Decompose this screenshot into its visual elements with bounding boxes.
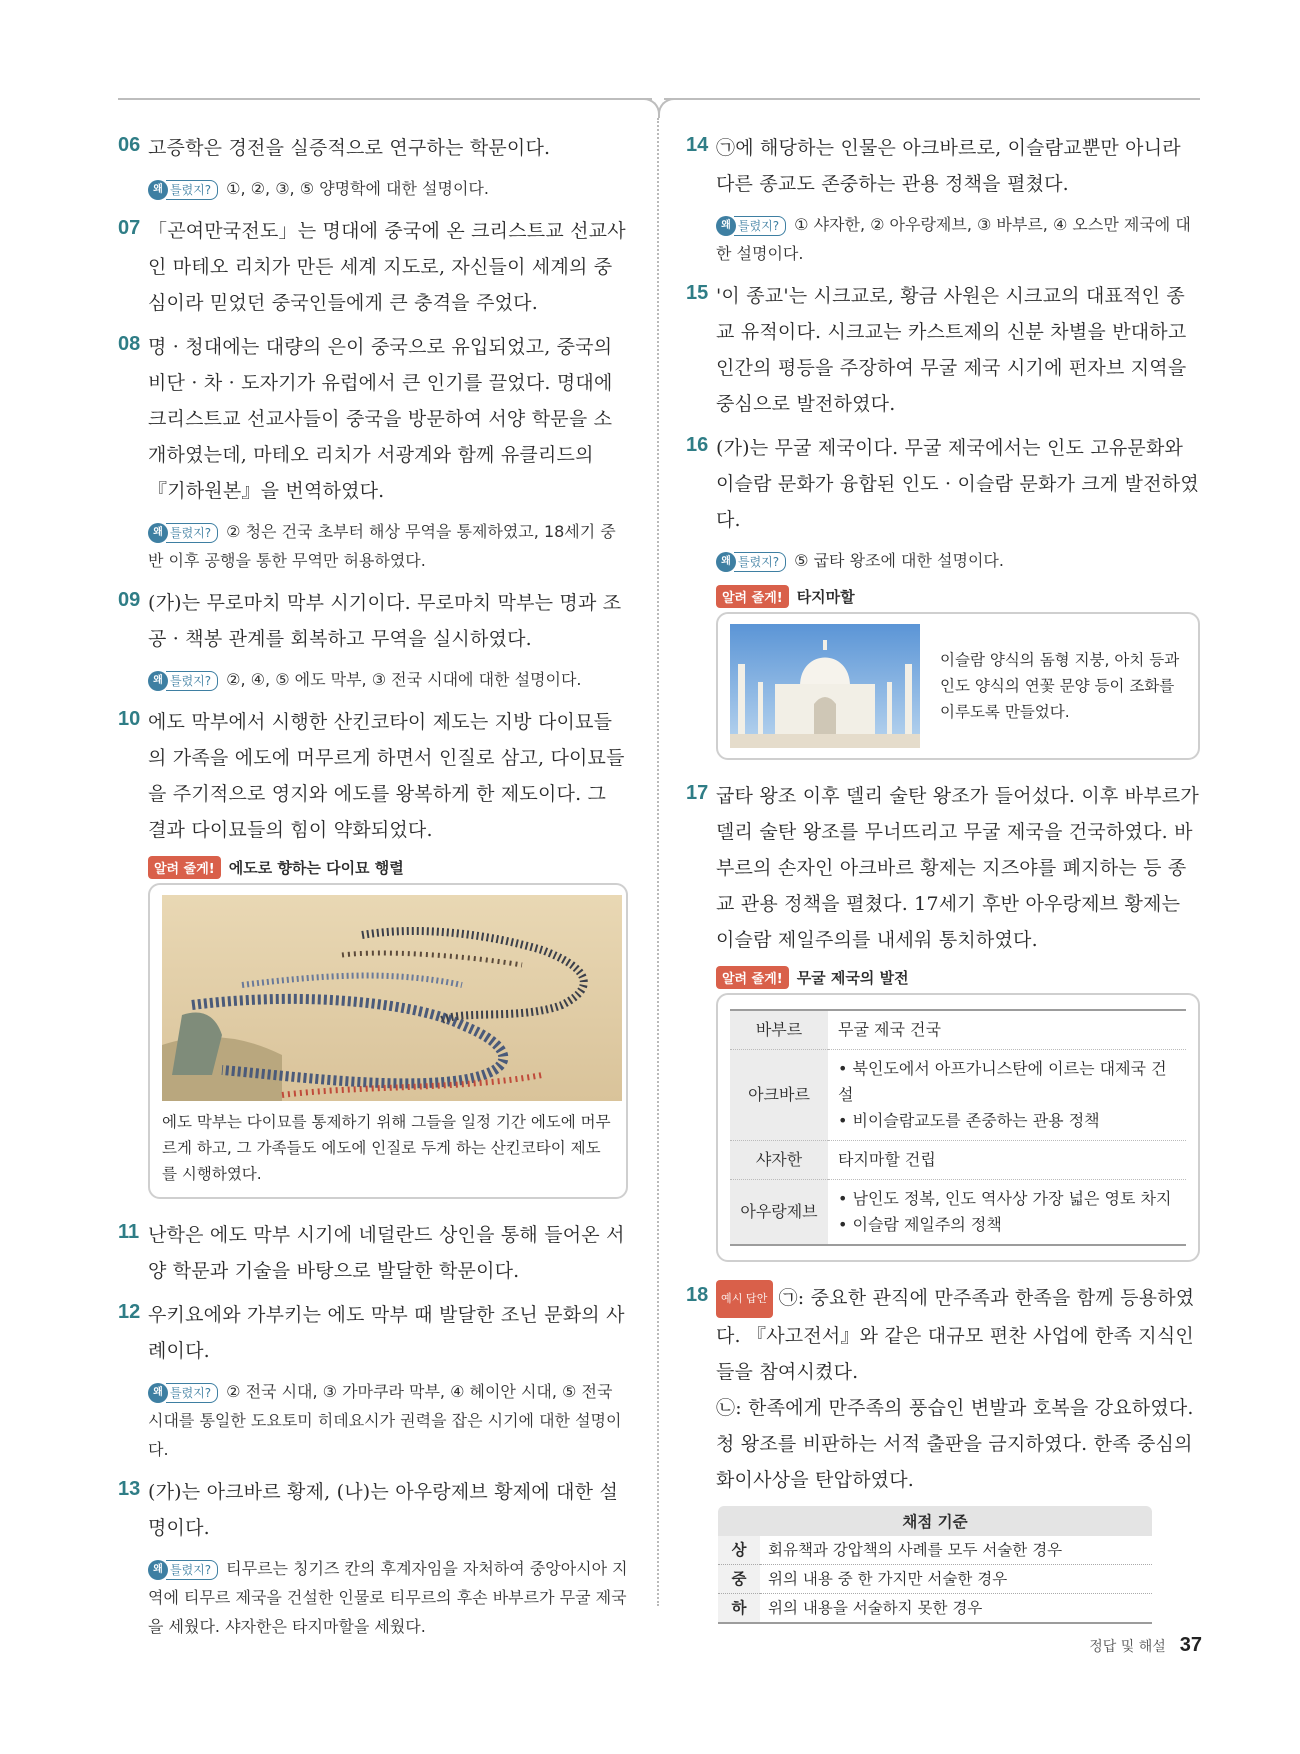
table-row bbox=[730, 1180, 1186, 1246]
ruler-name: 바부르 bbox=[730, 1010, 828, 1050]
why-wrong-badge: 왜 틀렸지? bbox=[148, 1383, 218, 1403]
answer-text-2: ㉡: 한족에게 만주족의 풍습인 변발과 호복을 강요하였다. 청 왕조를 비판하는 서적 출판을 금지하였다. 한족 중심의 화이사상을 탄압하였다. bbox=[716, 1397, 1194, 1491]
right-column bbox=[686, 130, 1200, 1624]
top-rule-right bbox=[664, 98, 1200, 100]
why-wrong-06 bbox=[148, 174, 628, 203]
grade-description: 위의 내용을 서술하지 못한 경우 bbox=[760, 1594, 1152, 1624]
grade-description: 회유책과 강압책의 사례를 모두 서술한 경우 bbox=[760, 1536, 1152, 1565]
why-wrong-text: ①, ②, ③, ⑤ 양명학에 대한 설명이다. bbox=[226, 179, 489, 198]
column-divider bbox=[657, 118, 659, 1606]
question-number: 09 bbox=[118, 589, 141, 611]
taj-mahal-image bbox=[730, 624, 920, 748]
grading-row bbox=[718, 1594, 1152, 1624]
info-title: 에도로 향하는 다이묘 행렬 bbox=[228, 859, 404, 877]
why-wrong-13 bbox=[148, 1554, 628, 1641]
ruler-name: 아크바르 bbox=[730, 1050, 828, 1141]
grading-table bbox=[718, 1506, 1152, 1624]
question-number: 17 bbox=[686, 782, 709, 804]
question-number: 14 bbox=[686, 134, 709, 156]
achievement-item: • 남인도 정복, 인도 역사상 가장 넓은 영토 차지 bbox=[838, 1189, 1172, 1208]
info-box-daimyo bbox=[148, 856, 628, 1199]
answer-text: 우키요에와 가부키는 에도 막부 때 발달한 조닌 문화의 사례이다. bbox=[148, 1304, 625, 1362]
answer-17 bbox=[686, 778, 1200, 958]
achievement-item: 타지마할 건립 bbox=[838, 1150, 936, 1169]
achievement-item: • 비이슬람교도를 존중하는 관용 정책 bbox=[838, 1111, 1100, 1130]
why-wrong-14 bbox=[716, 210, 1200, 268]
example-answer-badge: 예시 답안 bbox=[716, 1280, 773, 1318]
info-badge: 알려 줄게! bbox=[148, 856, 221, 879]
answer-text: 명 · 청대에는 대량의 은이 중국으로 유입되었고, 중국의 비단 · 차 · 도자기가 유럽에서 큰 인기를 끌었다. 명대에 크리스트교 선교사들이 중국을 방문하여 서양 학문을 소개하였는데, 마테오 리치가 서광계와 함께 유클리드의 『기하원본』을 번역하였다. bbox=[148, 336, 613, 502]
footer-section: 정답 및 해설 bbox=[1089, 1639, 1166, 1655]
answer-text: 예시 답안 ㉠: 중요한 관직에 만주족과 한족을 함께 등용하였다. 『사고전서』와 같은 대규모 편찬 사업에 한족 지식인들을 참여시켰다. bbox=[716, 1280, 1200, 1390]
why-wrong-badge: 왜 틀렸지? bbox=[716, 552, 786, 572]
table-row bbox=[730, 1010, 1186, 1050]
question-number: 12 bbox=[118, 1301, 141, 1323]
answer-18 bbox=[686, 1280, 1200, 1498]
achievement-item: 무굴 제국 건국 bbox=[838, 1020, 941, 1039]
answer-text: (가)는 아크바르 황제, (나)는 아우랑제브 황제에 대한 설명이다. bbox=[148, 1481, 619, 1539]
answer-10 bbox=[118, 704, 628, 848]
answer-09 bbox=[118, 585, 628, 657]
answer-15 bbox=[686, 278, 1200, 422]
top-rule-corner-right bbox=[658, 98, 678, 118]
answer-text: 고증학은 경전을 실증적으로 연구하는 학문이다. bbox=[148, 137, 551, 159]
why-wrong-text: ② 전국 시대, ③ 가마쿠라 막부, ④ 헤이안 시대, ⑤ 전국 시대를 통일한 도요토미 히데요시가 권력을 잡은 시기에 대한 설명이다. bbox=[148, 1382, 622, 1459]
answer-16 bbox=[686, 430, 1200, 538]
daimyo-procession-image bbox=[162, 895, 622, 1101]
info-caption: 에도 막부는 다이묘를 통제하기 위해 그들을 일정 기간 에도에 머무르게 하고, 그 가족들도 에도에 인질로 두게 하는 산킨코타이 제도를 시행하였다. bbox=[162, 1113, 611, 1183]
grade-level: 하 bbox=[718, 1594, 760, 1624]
mughal-table bbox=[730, 1009, 1186, 1246]
answer-text: '이 종교'는 시크교로, 황금 사원은 시크교의 대표적인 종교 유적이다. 시크교는 카스트제의 신분 차별을 반대하고 인간의 평등을 주장하여 무굴 제국 시기에 펀자브 지역을 중심으로 발전하였다. bbox=[716, 285, 1187, 415]
why-wrong-badge: 왜 틀렸지? bbox=[148, 1560, 218, 1580]
why-wrong-text: ②, ④, ⑤ 에도 막부, ③ 전국 시대에 대한 설명이다. bbox=[226, 670, 582, 689]
achievement-item: • 북인도에서 아프가니스탄에 이르는 대제국 건설 bbox=[838, 1059, 1167, 1104]
info-title: 무굴 제국의 발전 bbox=[796, 969, 909, 987]
question-number: 08 bbox=[118, 333, 141, 355]
left-column bbox=[118, 130, 628, 1651]
question-number: 16 bbox=[686, 434, 709, 456]
grade-level: 상 bbox=[718, 1536, 760, 1565]
answer-text: 난학은 에도 막부 시기에 네덜란드 상인을 통해 들어온 서양 학문과 기술을 바탕으로 발달한 학문이다. bbox=[148, 1224, 625, 1282]
why-wrong-text: ⑤ 굽타 왕조에 대한 설명이다. bbox=[794, 551, 1004, 570]
top-rule-left bbox=[118, 98, 652, 100]
ruler-achievements bbox=[828, 1180, 1186, 1246]
grade-level: 중 bbox=[718, 1565, 760, 1594]
page-footer bbox=[1089, 1634, 1202, 1657]
question-number: 11 bbox=[118, 1221, 140, 1243]
why-wrong-badge: 왜 틀렸지? bbox=[148, 671, 218, 691]
why-wrong-text: ② 청은 건국 초부터 해상 무역을 통제하였고, 18세기 중반 이후 공행을 통한 무역만 허용하였다. bbox=[148, 522, 616, 570]
why-wrong-badge: 왜 틀렸지? bbox=[148, 180, 218, 200]
table-row bbox=[730, 1141, 1186, 1180]
achievement-item: • 이슬람 제일주의 정책 bbox=[838, 1215, 1002, 1234]
answer-12 bbox=[118, 1297, 628, 1369]
answer-text: 굽타 왕조 이후 델리 술탄 왕조가 들어섰다. 이후 바부르가 델리 술탄 왕조를 무너뜨리고 무굴 제국을 건국하였다. 바부르의 손자인 아크바르 황제는 지즈야를 폐지하는 등 종교 관용 정책을 펼쳤다. 17세기 후반 아우랑제브 황제는 이슬람 제일주의를 내세워 통치하였다. bbox=[716, 785, 1199, 951]
info-caption: 이슬람 양식의 돔형 지붕, 아치 등과 인도 양식의 연꽃 문양 등이 조화를 이루도록 만들었다. bbox=[940, 651, 1180, 721]
answer-text: 에도 막부에서 시행한 산킨코타이 제도는 지방 다이묘들의 가족을 에도에 머무르게 하면서 인질로 삼고, 다이묘들을 주기적으로 영지와 에도를 왕복하게 한 제도이다. 그 결과 다이묘들의 힘이 약화되었다. bbox=[148, 711, 625, 841]
info-badge: 알려 줄게! bbox=[716, 966, 789, 989]
table-row bbox=[730, 1050, 1186, 1141]
question-number: 10 bbox=[118, 708, 141, 730]
answer-text: 「곤여만국전도」는 명대에 중국에 온 크리스트교 선교사인 마테오 리치가 만든 세계 지도로, 자신들이 세계의 중심이라 믿었던 중국인들에게 큰 충격을 주었다. bbox=[148, 220, 626, 314]
grade-description: 위의 내용 중 한 가지만 서술한 경우 bbox=[760, 1565, 1152, 1594]
answer-11 bbox=[118, 1217, 628, 1289]
why-wrong-text: 티무르는 칭기즈 칸의 후계자임을 자처하여 중앙아시아 지역에 티무르 제국을 건설한 인물로 티무르의 후손 바부르가 무굴 제국을 세웠다. 샤자한은 타지마할을 세웠다. bbox=[148, 1559, 628, 1636]
why-wrong-badge: 왜 틀렸지? bbox=[716, 216, 786, 236]
answer-08 bbox=[118, 329, 628, 509]
answer-13 bbox=[118, 1474, 628, 1546]
ruler-name: 샤자한 bbox=[730, 1141, 828, 1180]
why-wrong-16 bbox=[716, 546, 1200, 575]
page-number: 37 bbox=[1179, 1634, 1202, 1656]
question-number: 07 bbox=[118, 217, 141, 239]
ruler-achievements bbox=[828, 1141, 1186, 1180]
info-box-mughal bbox=[716, 966, 1200, 1262]
info-badge: 알려 줄게! bbox=[716, 585, 789, 608]
ruler-achievements bbox=[828, 1010, 1186, 1050]
answer-07 bbox=[118, 213, 628, 321]
why-wrong-08 bbox=[148, 517, 628, 575]
ruler-name: 아우랑제브 bbox=[730, 1180, 828, 1246]
question-number: 13 bbox=[118, 1478, 141, 1500]
answer-06 bbox=[118, 130, 628, 166]
question-number: 06 bbox=[118, 134, 141, 156]
answer-text: (가)는 무로마치 막부 시기이다. 무로마치 막부는 명과 조공 · 책봉 관계를 회복하고 무역을 실시하였다. bbox=[148, 592, 622, 650]
grading-row bbox=[718, 1565, 1152, 1594]
why-wrong-09 bbox=[148, 665, 628, 694]
question-number: 18 bbox=[686, 1284, 709, 1306]
answer-text: ㉠에 해당하는 인물은 아크바르로, 이슬람교뿐만 아니라 다른 종교도 존중하는 관용 정책을 펼쳤다. bbox=[716, 137, 1181, 195]
ruler-achievements bbox=[828, 1050, 1186, 1141]
why-wrong-badge: 왜 틀렸지? bbox=[148, 523, 218, 543]
why-wrong-text: ① 샤자한, ② 아우랑제브, ③ 바부르, ④ 오스만 제국에 대한 설명이다. bbox=[716, 215, 1191, 263]
answer-text: (가)는 무굴 제국이다. 무굴 제국에서는 인도 고유문화와 이슬람 문화가 융합된 인도 · 이슬람 문화가 크게 발전하였다. bbox=[716, 437, 1199, 531]
info-box-taj-mahal bbox=[716, 585, 1200, 760]
info-title: 타지마할 bbox=[796, 588, 855, 606]
why-wrong-12 bbox=[148, 1377, 628, 1464]
grading-title: 채점 기준 bbox=[718, 1506, 1152, 1536]
question-number: 15 bbox=[686, 282, 709, 304]
top-rule-corner-left bbox=[640, 98, 660, 118]
answer-14 bbox=[686, 130, 1200, 202]
grading-row bbox=[718, 1536, 1152, 1565]
